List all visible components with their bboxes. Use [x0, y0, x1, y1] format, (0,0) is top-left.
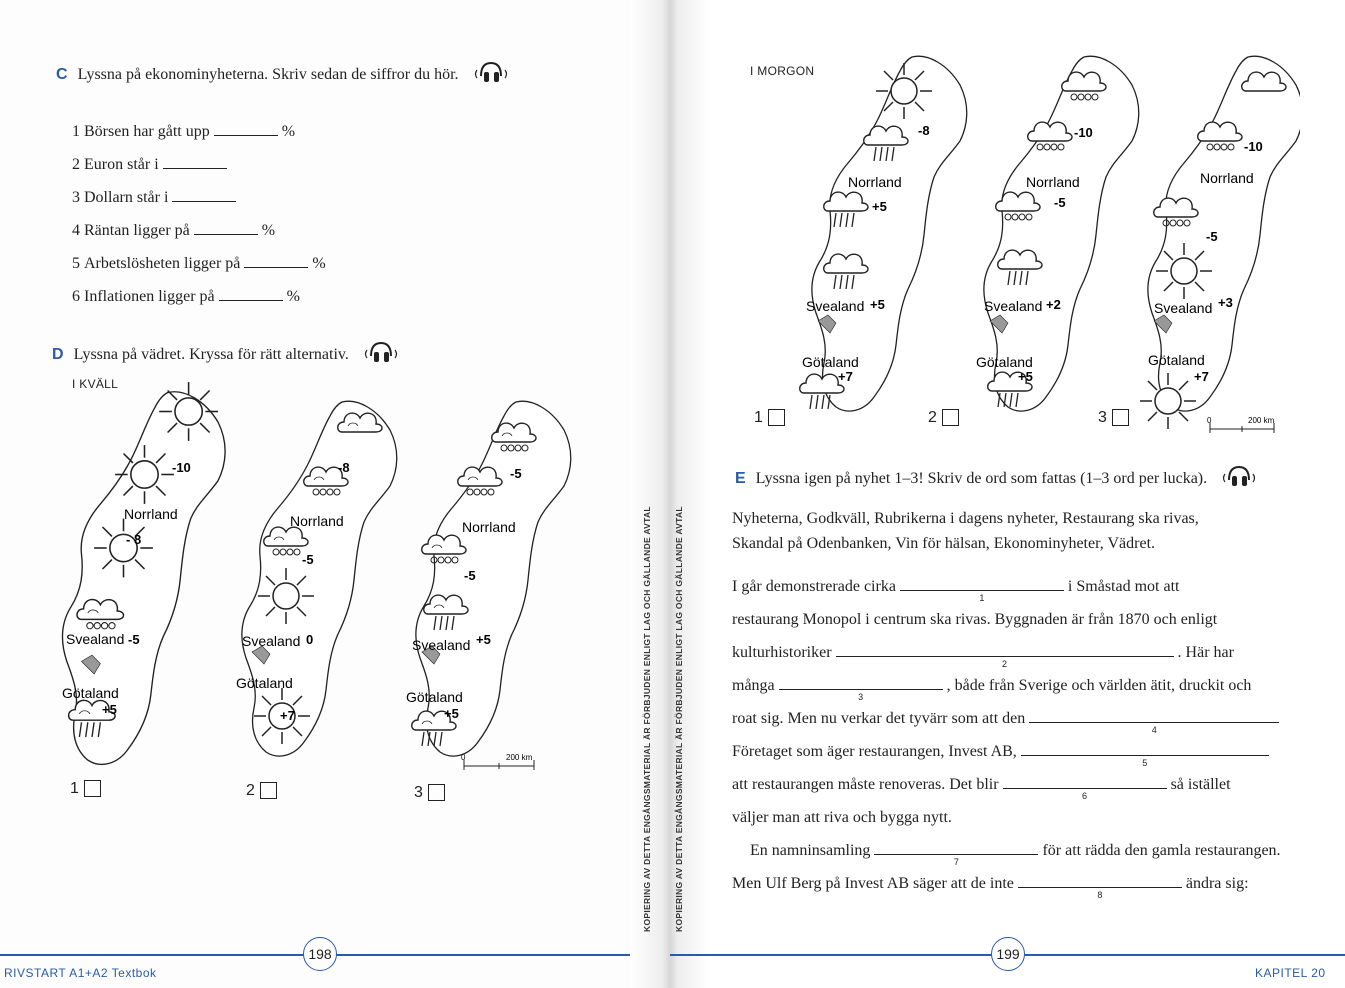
- region-label: Svealand: [984, 298, 1043, 314]
- answer-blank[interactable]: [194, 233, 258, 235]
- copyright-notice: KOPIERING AV DETTA ENGÅNGSMATERIAL ÄR FÖRBJUDEN ENLIGT LAG OCH GÄLLANDE AVTAL: [674, 506, 684, 932]
- region-label: Svealand: [1154, 300, 1213, 316]
- text-line: kulturhistoriker 2 . Här har: [732, 644, 1234, 669]
- answer-blank[interactable]: 1: [900, 586, 1064, 591]
- temp-label: -10: [1074, 125, 1093, 140]
- option-3: 3: [414, 784, 445, 802]
- checkbox[interactable]: [942, 409, 959, 426]
- section-letter: E: [735, 470, 746, 488]
- temp-label: -5: [510, 466, 522, 481]
- text-line: I går demonstrerade cirka 1 i Småstad mot att: [732, 578, 1180, 603]
- answer-blank[interactable]: [244, 266, 308, 268]
- temp-label: +5: [870, 297, 885, 312]
- listen-icon: [1219, 464, 1259, 495]
- question-item: 1 Börsen har gått upp %: [72, 123, 296, 140]
- section-d-instruction: Lyssna på vädret. Kryssa för rätt alternativ.: [73, 346, 349, 364]
- temp-label: -5: [128, 632, 140, 647]
- temp-label: +5: [444, 706, 459, 721]
- answer-blank[interactable]: 3: [779, 685, 943, 690]
- checkbox[interactable]: [428, 784, 445, 801]
- region-label: Norrland: [1200, 170, 1254, 186]
- temp-label: -5: [302, 552, 314, 567]
- checkbox[interactable]: [84, 780, 101, 797]
- tomorrow-maps: [740, 45, 1300, 445]
- svg-text:200 km: 200 km: [1248, 416, 1275, 425]
- page-number: 198: [303, 937, 337, 971]
- section-c-list: [72, 115, 326, 313]
- temp-label: -5: [464, 568, 476, 583]
- temp-label: -10: [172, 460, 191, 475]
- section-letter: D: [52, 346, 64, 364]
- temp-label: -5: [1206, 229, 1218, 244]
- text-line: att restaurangen måste renoveras. Det blir 6 så istället: [732, 776, 1231, 801]
- option-2: 2: [928, 409, 959, 427]
- left-page: [0, 0, 666, 988]
- answer-blank[interactable]: 7: [874, 850, 1038, 855]
- weather-map-3: [1140, 56, 1300, 429]
- region-label: Götaland: [236, 675, 293, 691]
- footer-title: RIVSTART A1+A2 Textbok: [4, 966, 157, 980]
- listen-icon: [361, 340, 401, 371]
- temp-label: 0: [306, 632, 314, 647]
- temp-label: - 8: [126, 532, 142, 547]
- temp-label: -5: [1054, 195, 1066, 210]
- region-label: Svealand: [66, 631, 125, 647]
- footer-chapter: KAPITEL 20: [1255, 966, 1326, 980]
- answer-blank[interactable]: [214, 134, 278, 136]
- copyright-notice: KOPIERING AV DETTA ENGÅNGSMATERIAL ÄR FÖRBJUDEN ENLIGT LAG OCH GÄLLANDE AVTAL: [642, 506, 652, 932]
- region-label: Norrland: [290, 513, 344, 529]
- listen-icon: [471, 60, 511, 91]
- text-line: Företaget som äger restaurangen, Invest AB, 5: [732, 743, 1273, 761]
- temp-label: -8: [338, 460, 350, 475]
- region-label: Svealand: [806, 298, 865, 314]
- region-label: Götaland: [1148, 352, 1205, 368]
- page-number: 199: [991, 937, 1025, 971]
- region-label: Götaland: [976, 354, 1033, 370]
- region-label: Svealand: [412, 637, 471, 653]
- headlines-line: Skandal på Odenbanken, Vin för hälsan, Ekonominyheter, Vädret.: [732, 535, 1156, 552]
- answer-blank[interactable]: 6: [1003, 784, 1167, 789]
- section-e-heading: [735, 464, 1259, 495]
- temp-label: +3: [1218, 295, 1233, 310]
- option-1: 1: [754, 409, 785, 427]
- temp-label: -8: [918, 123, 930, 138]
- option-3: 3: [1098, 409, 1129, 427]
- section-d-heading: [52, 340, 401, 371]
- text-line: En namninsamling 7 för att rädda den gamla restaurangen.: [750, 842, 1281, 867]
- section-c-heading: [56, 60, 511, 91]
- section-c-instruction: Lyssna på ekonominyheterna. Skriv sedan de siffror du hör.: [77, 66, 459, 84]
- question-item: 4 Räntan ligger på %: [72, 222, 276, 239]
- temp-label: +5: [102, 702, 117, 717]
- tonight-maps: [40, 380, 600, 780]
- weather-map-1: [63, 382, 226, 764]
- temp-label: -10: [1244, 139, 1263, 154]
- checkbox[interactable]: [768, 409, 785, 426]
- region-label: Götaland: [406, 689, 463, 705]
- region-label: Norrland: [124, 506, 178, 522]
- temp-label: +2: [1046, 297, 1061, 312]
- question-item: 3 Dollarn står i: [72, 181, 326, 214]
- answer-blank[interactable]: 2: [836, 652, 1174, 657]
- region-label: Svealand: [242, 633, 301, 649]
- answer-blank[interactable]: 5: [1021, 751, 1269, 756]
- svg-text:0: 0: [461, 753, 466, 762]
- region-label: Norrland: [848, 174, 902, 190]
- section-e-instruction: Lyssna igen på nyhet 1–3! Skriv de ord som fattas (1–3 ord per lucka).: [755, 470, 1208, 488]
- section-letter: C: [56, 66, 68, 84]
- region-label: Norrland: [462, 519, 516, 535]
- region-label: Götaland: [802, 354, 859, 370]
- text-line: många 3 , både från Sverige och världen ätit, druckit och: [732, 677, 1252, 702]
- temp-label: +7: [280, 708, 295, 723]
- question-item: 2 Euron står i: [72, 148, 326, 181]
- question-item: 5 Arbetslösheten ligger på %: [72, 255, 326, 272]
- answer-blank[interactable]: [172, 200, 236, 202]
- region-label: Norrland: [1026, 174, 1080, 190]
- headlines-line: Nyheterna, Godkväll, Rubrikerna i dagens nyheter, Restaurang ska rivas,: [732, 510, 1199, 527]
- text-line: roat sig. Men nu verkar det tyvärr som att den 4: [732, 710, 1283, 728]
- temp-label: +5: [476, 632, 491, 647]
- answer-blank[interactable]: [163, 167, 227, 169]
- scale-bar: [461, 753, 534, 770]
- temp-label: +7: [1194, 369, 1209, 384]
- temp-label: +7: [838, 369, 853, 384]
- temp-label: +5: [872, 199, 887, 214]
- answer-blank[interactable]: 4: [1029, 718, 1279, 723]
- answer-blank[interactable]: 8: [1018, 883, 1182, 888]
- option-1: 1: [70, 780, 101, 798]
- text-line: Men Ulf Berg på Invest AB säger att de inte 8 ändra sig:: [732, 875, 1249, 900]
- option-2: 2: [246, 782, 277, 800]
- checkbox[interactable]: [260, 782, 277, 799]
- svg-text:0: 0: [1207, 416, 1212, 425]
- tomorrow-label: I MORGON: [750, 64, 815, 78]
- answer-blank[interactable]: [219, 299, 283, 301]
- scale-bar: [1207, 416, 1275, 433]
- region-label: Götaland: [62, 685, 119, 701]
- weather-map-2: [242, 401, 397, 756]
- svg-text:200 km: 200 km: [506, 753, 533, 762]
- text-line: restaurang Monopol i centrum ska rivas. Byggnaden är från 1870 och enligt: [732, 611, 1218, 628]
- question-item: 6 Inflationen ligger på %: [72, 288, 300, 305]
- checkbox[interactable]: [1112, 409, 1129, 426]
- tonight-label: I KVÄLL: [72, 377, 119, 391]
- temp-label: +5: [1018, 369, 1033, 384]
- text-line: väljer man att riva och bygga nytt.: [732, 809, 952, 826]
